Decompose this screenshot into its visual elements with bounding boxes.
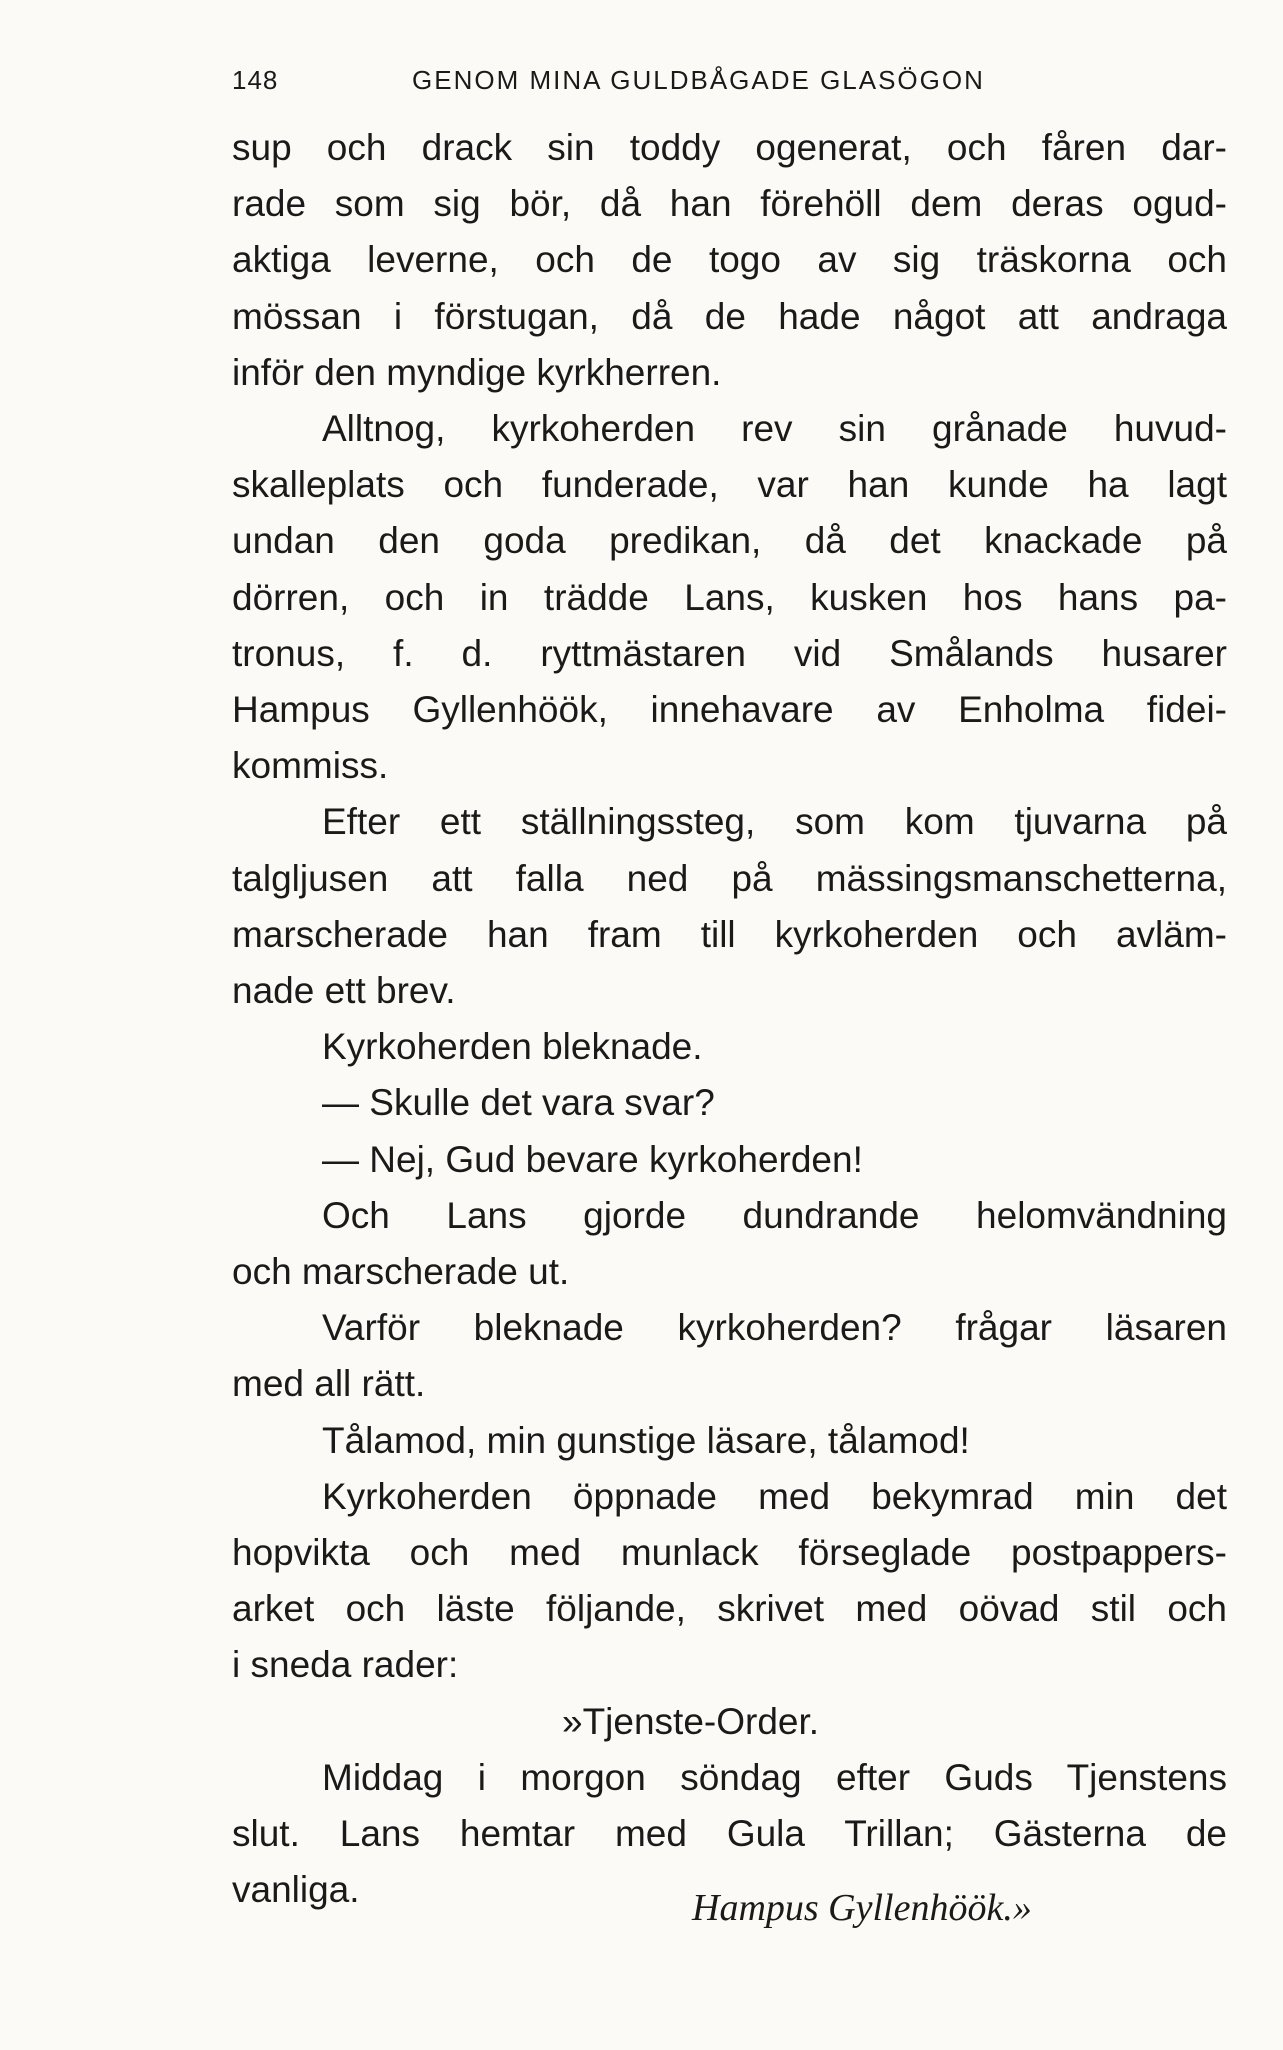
text-line: mössan i förstugan, då de hade något att andraga bbox=[232, 295, 1227, 337]
text-line: sup och drack sin toddy ogenerat, och fåren dar- bbox=[232, 127, 1227, 168]
body-text bbox=[232, 120, 1227, 1930]
text-line: Kyrkoherden öppnade med bekymrad min det bbox=[322, 1475, 1227, 1517]
text-line: Efter ett ställningssteg, som kom tjuvarna på bbox=[322, 801, 1227, 843]
text-line: kommiss. bbox=[232, 745, 389, 787]
text-line: rade som sig bör, då han förehöll dem deras ogud- bbox=[232, 183, 1227, 225]
text-line: Hampus Gyllenhöök, innehavare av Enholma fidei- bbox=[232, 689, 1227, 731]
text-line: med all rätt. bbox=[232, 1363, 426, 1405]
letter-heading: »Tjenste-Order. bbox=[562, 1700, 820, 1742]
text-line: marscherade han fram till kyrkoherden och avläm- bbox=[232, 913, 1227, 955]
text-line: Tålamod, min gunstige läsare, tålamod! bbox=[322, 1419, 970, 1461]
page-header bbox=[232, 60, 1072, 100]
text-line: Middag i morgon söndag efter Guds Tjenstens bbox=[322, 1756, 1227, 1798]
text-line: tronus, f. d. ryttmästaren vid Smålands husarer bbox=[232, 632, 1227, 674]
text-line: skalleplats och funderade, var han kunde ha lagt bbox=[232, 464, 1227, 506]
running-title: GENOM MINA GULDBÅGADE GLASÖGON bbox=[412, 65, 985, 95]
text-line: arket och läste följande, skrivet med oövad stil och bbox=[232, 1588, 1227, 1630]
closing-line: vanliga. bbox=[232, 1869, 360, 1911]
closing-row bbox=[232, 1862, 1227, 1930]
text-line: hopvikta och med munlack förseglade postpappers- bbox=[232, 1532, 1227, 1574]
text-line: slut. Lans hemtar med Gula Trillan; Gästerna de bbox=[232, 1813, 1227, 1855]
text-line: — Nej, Gud bevare kyrkoherden! bbox=[322, 1138, 863, 1180]
text-line: undan den goda predikan, då det knackade på bbox=[232, 520, 1227, 562]
text-line: dörren, och in trädde Lans, kusken hos hans pa- bbox=[232, 576, 1227, 618]
text-line: Alltnog, kyrkoherden rev sin grånade huvud- bbox=[322, 408, 1227, 450]
text-line: Kyrkoherden bleknade. bbox=[322, 1026, 703, 1068]
text-line: talgljusen att falla ned på mässingsmanschetterna, bbox=[232, 857, 1227, 899]
text-line: nade ett brev. bbox=[232, 970, 456, 1012]
text-line: aktiga leverne, och de togo av sig träskorna och bbox=[232, 239, 1227, 281]
text-line: Varför bleknade kyrkoherden? frågar läsaren bbox=[322, 1307, 1227, 1349]
text-line: och marscherade ut. bbox=[232, 1251, 570, 1293]
text-line: — Skulle det vara svar? bbox=[322, 1082, 715, 1124]
signature: Hampus Gyllenhöök.» bbox=[692, 1887, 1032, 1930]
text-line: inför den myndige kyrkherren. bbox=[232, 351, 722, 393]
page-number: 148 bbox=[232, 65, 279, 95]
text-line: Och Lans gjorde dundrande helomvändning bbox=[322, 1194, 1227, 1236]
text-line: i sneda rader: bbox=[232, 1644, 459, 1686]
